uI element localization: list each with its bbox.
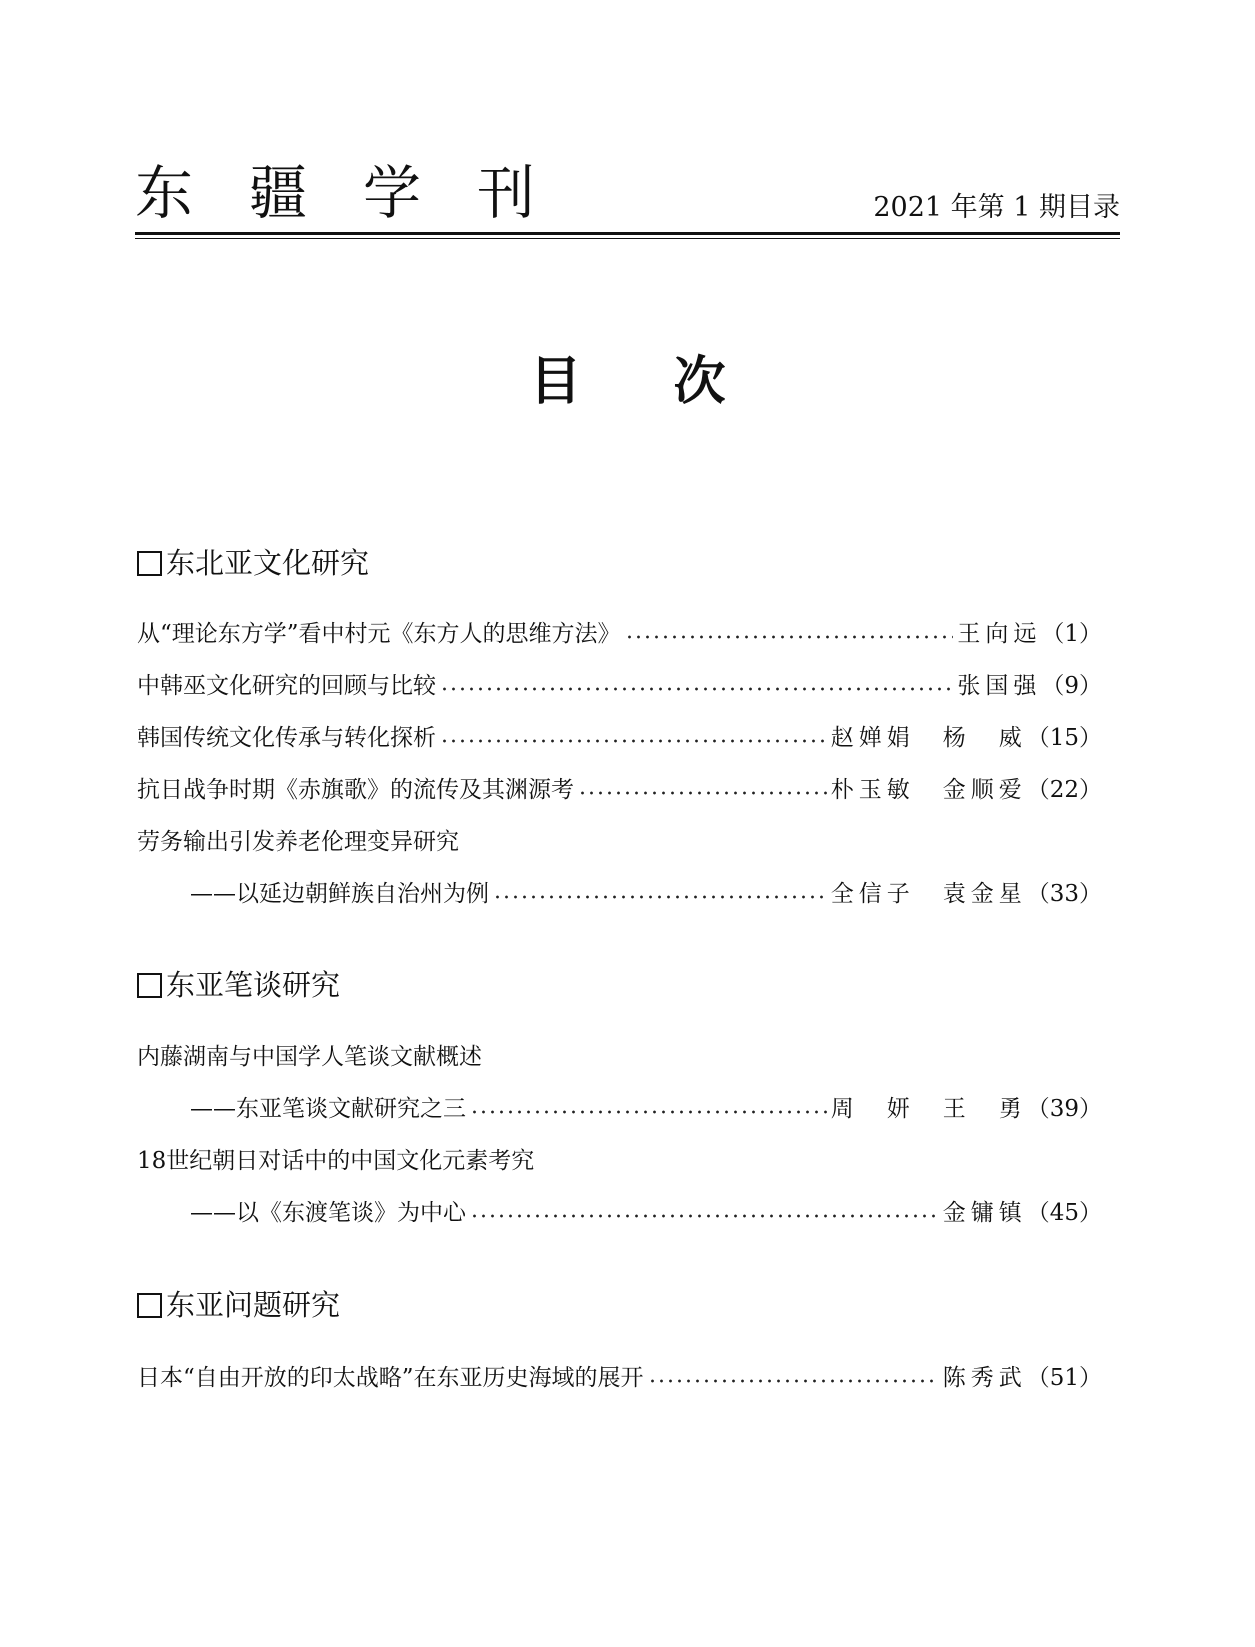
checkbox-square-icon [137,973,162,998]
toc-entry[interactable] [137,1361,1102,1395]
entry-author: 陈秀武 [942,1365,1027,1391]
dot-leader [470,1212,939,1220]
entry-author: 王向远 [957,621,1042,647]
entry-page: （1） [1041,621,1102,647]
entry-subtitle: ——以《东渡笔谈》为中心 [190,1200,466,1226]
dot-leader [625,633,954,641]
dot-leader [440,737,827,745]
toc-entry[interactable] [137,721,1102,755]
entry-title: 韩国传统文化传承与转化探析 [137,725,436,751]
journal-title: 东疆学刊 [135,159,592,227]
entry-page: （45） [1026,1200,1102,1226]
entry-title: 抗日战争时期《赤旗歌》的流传及其渊源考 [137,777,574,803]
dot-leader [578,789,827,797]
section-title-text: 东亚笔谈研究 [166,968,341,1002]
entry-author: 金镛镇 [942,1200,1027,1226]
entry-title[interactable]: 18世纪朝日对话中的中国文化元素考究 [137,1148,535,1174]
entry-author: 赵婵娟 杨 威 [830,725,1027,751]
entry-author: 全信子 袁金星 [830,881,1027,907]
checkbox-square-icon [137,551,162,576]
header-rule-thick [135,232,1120,235]
header-rule-thin [135,238,1120,239]
toc-entry-subtitle[interactable] [190,1092,1102,1126]
section-title-text: 东亚问题研究 [166,1288,341,1322]
entry-title[interactable]: 劳务输出引发养老伦理变异研究 [137,829,459,855]
entry-page: （33） [1026,881,1102,907]
entry-page: （51） [1026,1365,1102,1391]
entry-page: （39） [1026,1096,1102,1122]
dot-leader [493,893,827,901]
section-title [137,1287,340,1323]
toc-entry[interactable] [137,773,1102,807]
toc-entry[interactable] [137,669,1102,703]
checkbox-square-icon [137,1293,162,1318]
issue-label: 2021 年第 1 期目录 [873,192,1120,223]
toc-entry-subtitle[interactable] [190,1196,1102,1230]
toc-heading [0,350,1255,414]
section-title [137,545,369,581]
entry-author: 张国强 [957,673,1042,699]
section-title-text: 东北亚文化研究 [166,546,370,580]
dot-leader [440,685,953,693]
entry-page: （22） [1026,777,1102,803]
entry-title[interactable]: 内藤湖南与中国学人笔谈文献概述 [137,1044,482,1070]
toc-heading-char: 次 [673,352,726,412]
toc-entry[interactable] [137,617,1102,651]
toc-heading-char: 目 [529,352,582,412]
entry-title: 从“理论东方学”看中村元《东方人的思维方法》 [137,621,621,647]
entry-subtitle: ——以延边朝鲜族自治州为例 [190,881,489,907]
dot-leader [648,1377,939,1385]
entry-title: 中韩巫文化研究的回顾与比较 [137,673,436,699]
entry-page: （15） [1026,725,1102,751]
entry-subtitle: ——东亚笔谈文献研究之三 [190,1096,466,1122]
section-title [137,967,340,1003]
entry-author: 周 妍 王 勇 [830,1096,1027,1122]
journal-header [135,158,1120,243]
toc-entry-subtitle[interactable] [190,877,1102,911]
entry-author: 朴玉敏 金顺爱 [830,777,1027,803]
entry-page: （9） [1041,673,1102,699]
dot-leader [470,1108,827,1116]
entry-title: 日本“自由开放的印太战略”在东亚历史海域的展开 [137,1365,644,1391]
